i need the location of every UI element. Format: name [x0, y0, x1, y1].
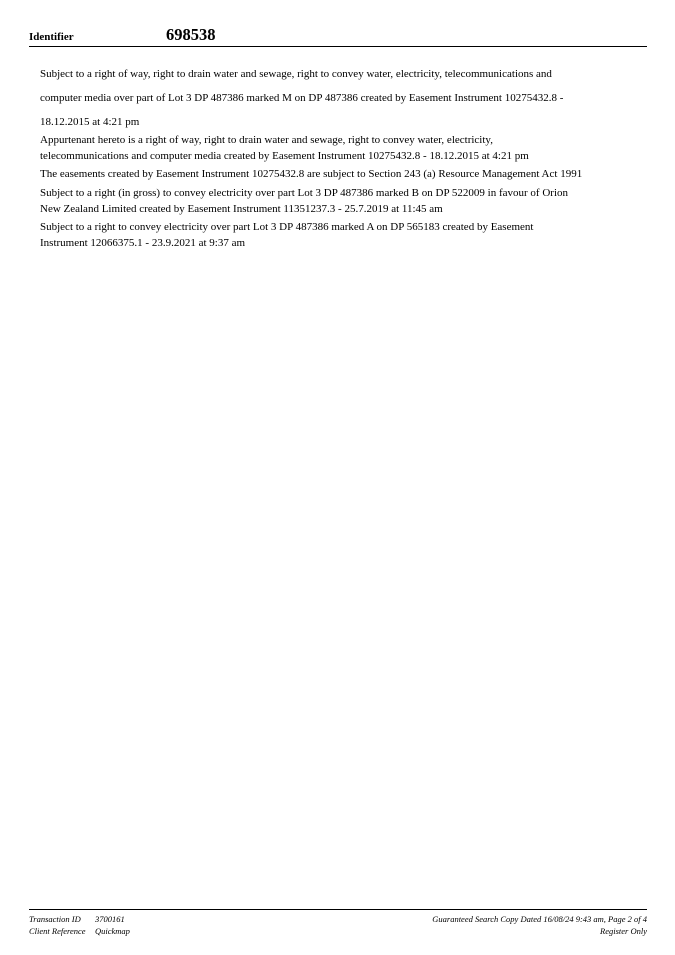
identifier-label: Identifier — [29, 31, 74, 43]
document-header — [29, 24, 647, 47]
transaction-row — [29, 913, 130, 925]
client-reference-row — [29, 925, 130, 937]
easement-line-2a: Appurtenant hereto is a right of way, right to drain water and sewage, right to convey water, electricity, — [40, 134, 493, 146]
easement-line-4b: New Zealand Limited created by Easement Instrument 11351237.3 - 25.7.2019 at 11:45 am — [40, 203, 443, 215]
transaction-label: Transaction ID — [29, 914, 81, 924]
easement-line-3: The easements created by Easement Instrument 10275432.8 are subject to Section 243 (a) Resource Management Act 1991 — [40, 168, 583, 180]
client-reference-label: Client Reference — [29, 926, 86, 936]
footer-right — [432, 913, 647, 937]
transaction-value: 3700161 — [95, 914, 125, 924]
easement-line-5b: Instrument 12066375.1 - 23.9.2021 at 9:37 am — [40, 237, 246, 249]
easement-line-1a: Subject to a right of way, right to drain water and sewage, right to convey water, electricity, telecommunications and — [40, 68, 552, 80]
search-copy-text: Guaranteed Search Copy Dated 16/08/24 9:43 am, Page 2 of 4 — [432, 914, 647, 924]
client-reference-value: Quickmap — [95, 926, 130, 936]
easement-line-1c: 18.12.2015 at 4:21 pm — [40, 116, 140, 128]
easement-line-4a: Subject to a right (in gross) to convey electricity over part Lot 3 DP 487386 marked B on DP 522009 in favour of Orion — [40, 187, 568, 199]
identifier-value: 698538 — [166, 25, 216, 44]
easement-line-5a: Subject to a right to convey electricity over part Lot 3 DP 487386 marked A on DP 565183 created by Easement — [40, 221, 534, 233]
register-only-text: Register Only — [600, 926, 647, 936]
easement-line-2b: telecommunications and computer media created by Easement Instrument 10275432.8 - 18.12.2015 at 4:21 pm — [40, 150, 529, 162]
document-footer — [29, 909, 647, 936]
footer-left — [29, 913, 130, 937]
easement-line-1b: computer media over part of Lot 3 DP 487386 marked M on DP 487386 created by Easement Instrument 10275432.8 - — [40, 92, 564, 104]
